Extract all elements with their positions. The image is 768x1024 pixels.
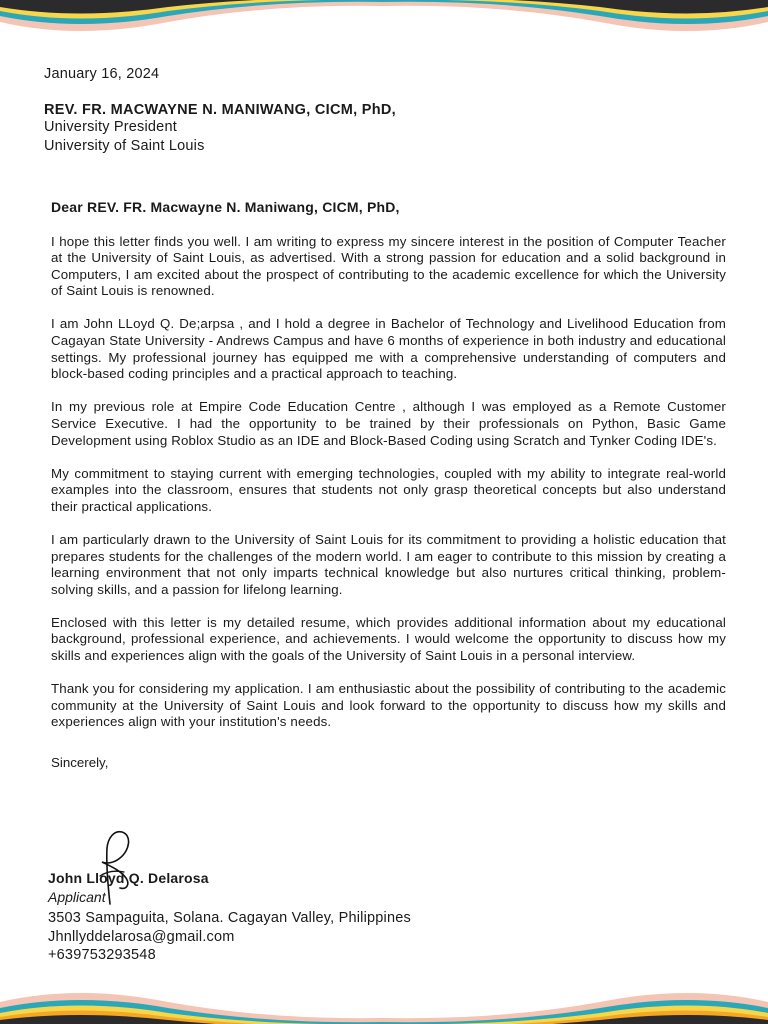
letter-header [44,66,396,156]
letter-date: January 16, 2024 [44,66,160,82]
body-paragraph: Enclosed with this letter is my detailed resume, which provides additional information about my educational background, professional experience, and achievements. I would welcome the opportunity to discuss how my skills and experiences align with the goals of the University of Saint Louis in a personal interview. [51,614,726,663]
sender-contact [48,909,411,965]
top-decorative-border [0,0,768,40]
sender-name: John Lloyd Q. Delarosa [48,870,209,886]
recipient-name: REV. FR. MACWAYNE N. MANIWANG, CICM, PhD, [44,102,396,118]
closing: Sincerely, [51,754,109,770]
salutation: Dear REV. FR. Macwayne N. Maniwang, CICM, PhD, [51,199,400,215]
recipient-title: University President [44,119,177,135]
body-paragraph: I hope this letter finds you well. I am writing to express my sincere interest in the position of Computer Teacher at the University of Saint Louis, as advertised. With a strong passion for education and a solid background in Computers, I am excited about the prospect of contributing to the academic excellence for which the University of Saint Louis is renowned. [51,233,726,299]
body-paragraph: In my previous role at Empire Code Education Centre , although I was employed as a Remote Customer Service Executive. I had the opportunity to be trained by their professionals on Python, Basic Game Development using Roblox Studio as an IDE and Block-Based Coding using Scratch and Tynker Coding IDE's. [51,399,726,448]
sender-address: 3503 Sampaguita, Solana. Cagayan Valley, Philippines [48,910,411,926]
body-paragraph: I am particularly drawn to the University of Saint Louis for its commitment to providing a holistic education that prepares students for the challenges of the modern world. I am eager to contribute to this mission by creating a learning environment that not only imparts technical knowledge but also nurtures critical thinking, problem-solving skills, and a passion for lifelong learning. [51,531,726,597]
sender-phone: +639753293548 [48,947,156,963]
body-paragraph: I am John LLoyd Q. De;arpsa , and I hold a degree in Bachelor of Technology and Livelihood Education from Cagayan State University - Andrews Campus and have 6 months of experience in both industry and educational settings. My professional journey has equipped me with a comprehensive understanding of computers and block-based coding principles and a practical approach to teaching. [51,316,726,382]
signature-block [48,870,411,965]
sender-email: Jhnllyddelarosa@gmail.com [48,928,235,945]
body-paragraph: My commitment to staying current with emerging technologies, coupled with my ability to integrate real-world examples into the classroom, ensures that students not only grasp theoretical concepts but also understand their practical applications. [51,465,726,514]
body-paragraph: Thank you for considering my application. I am enthusiastic about the possibility of contributing to the academic community at the University of Saint Louis and look forward to the opportunity to discuss how my skills and experiences align with your institution's needs. [51,681,726,730]
bottom-decorative-border [0,984,768,1024]
recipient-institution: University of Saint Louis [44,138,205,154]
recipient-block [44,102,396,156]
letter-body [51,199,726,771]
sender-title: Applicant [48,889,106,905]
